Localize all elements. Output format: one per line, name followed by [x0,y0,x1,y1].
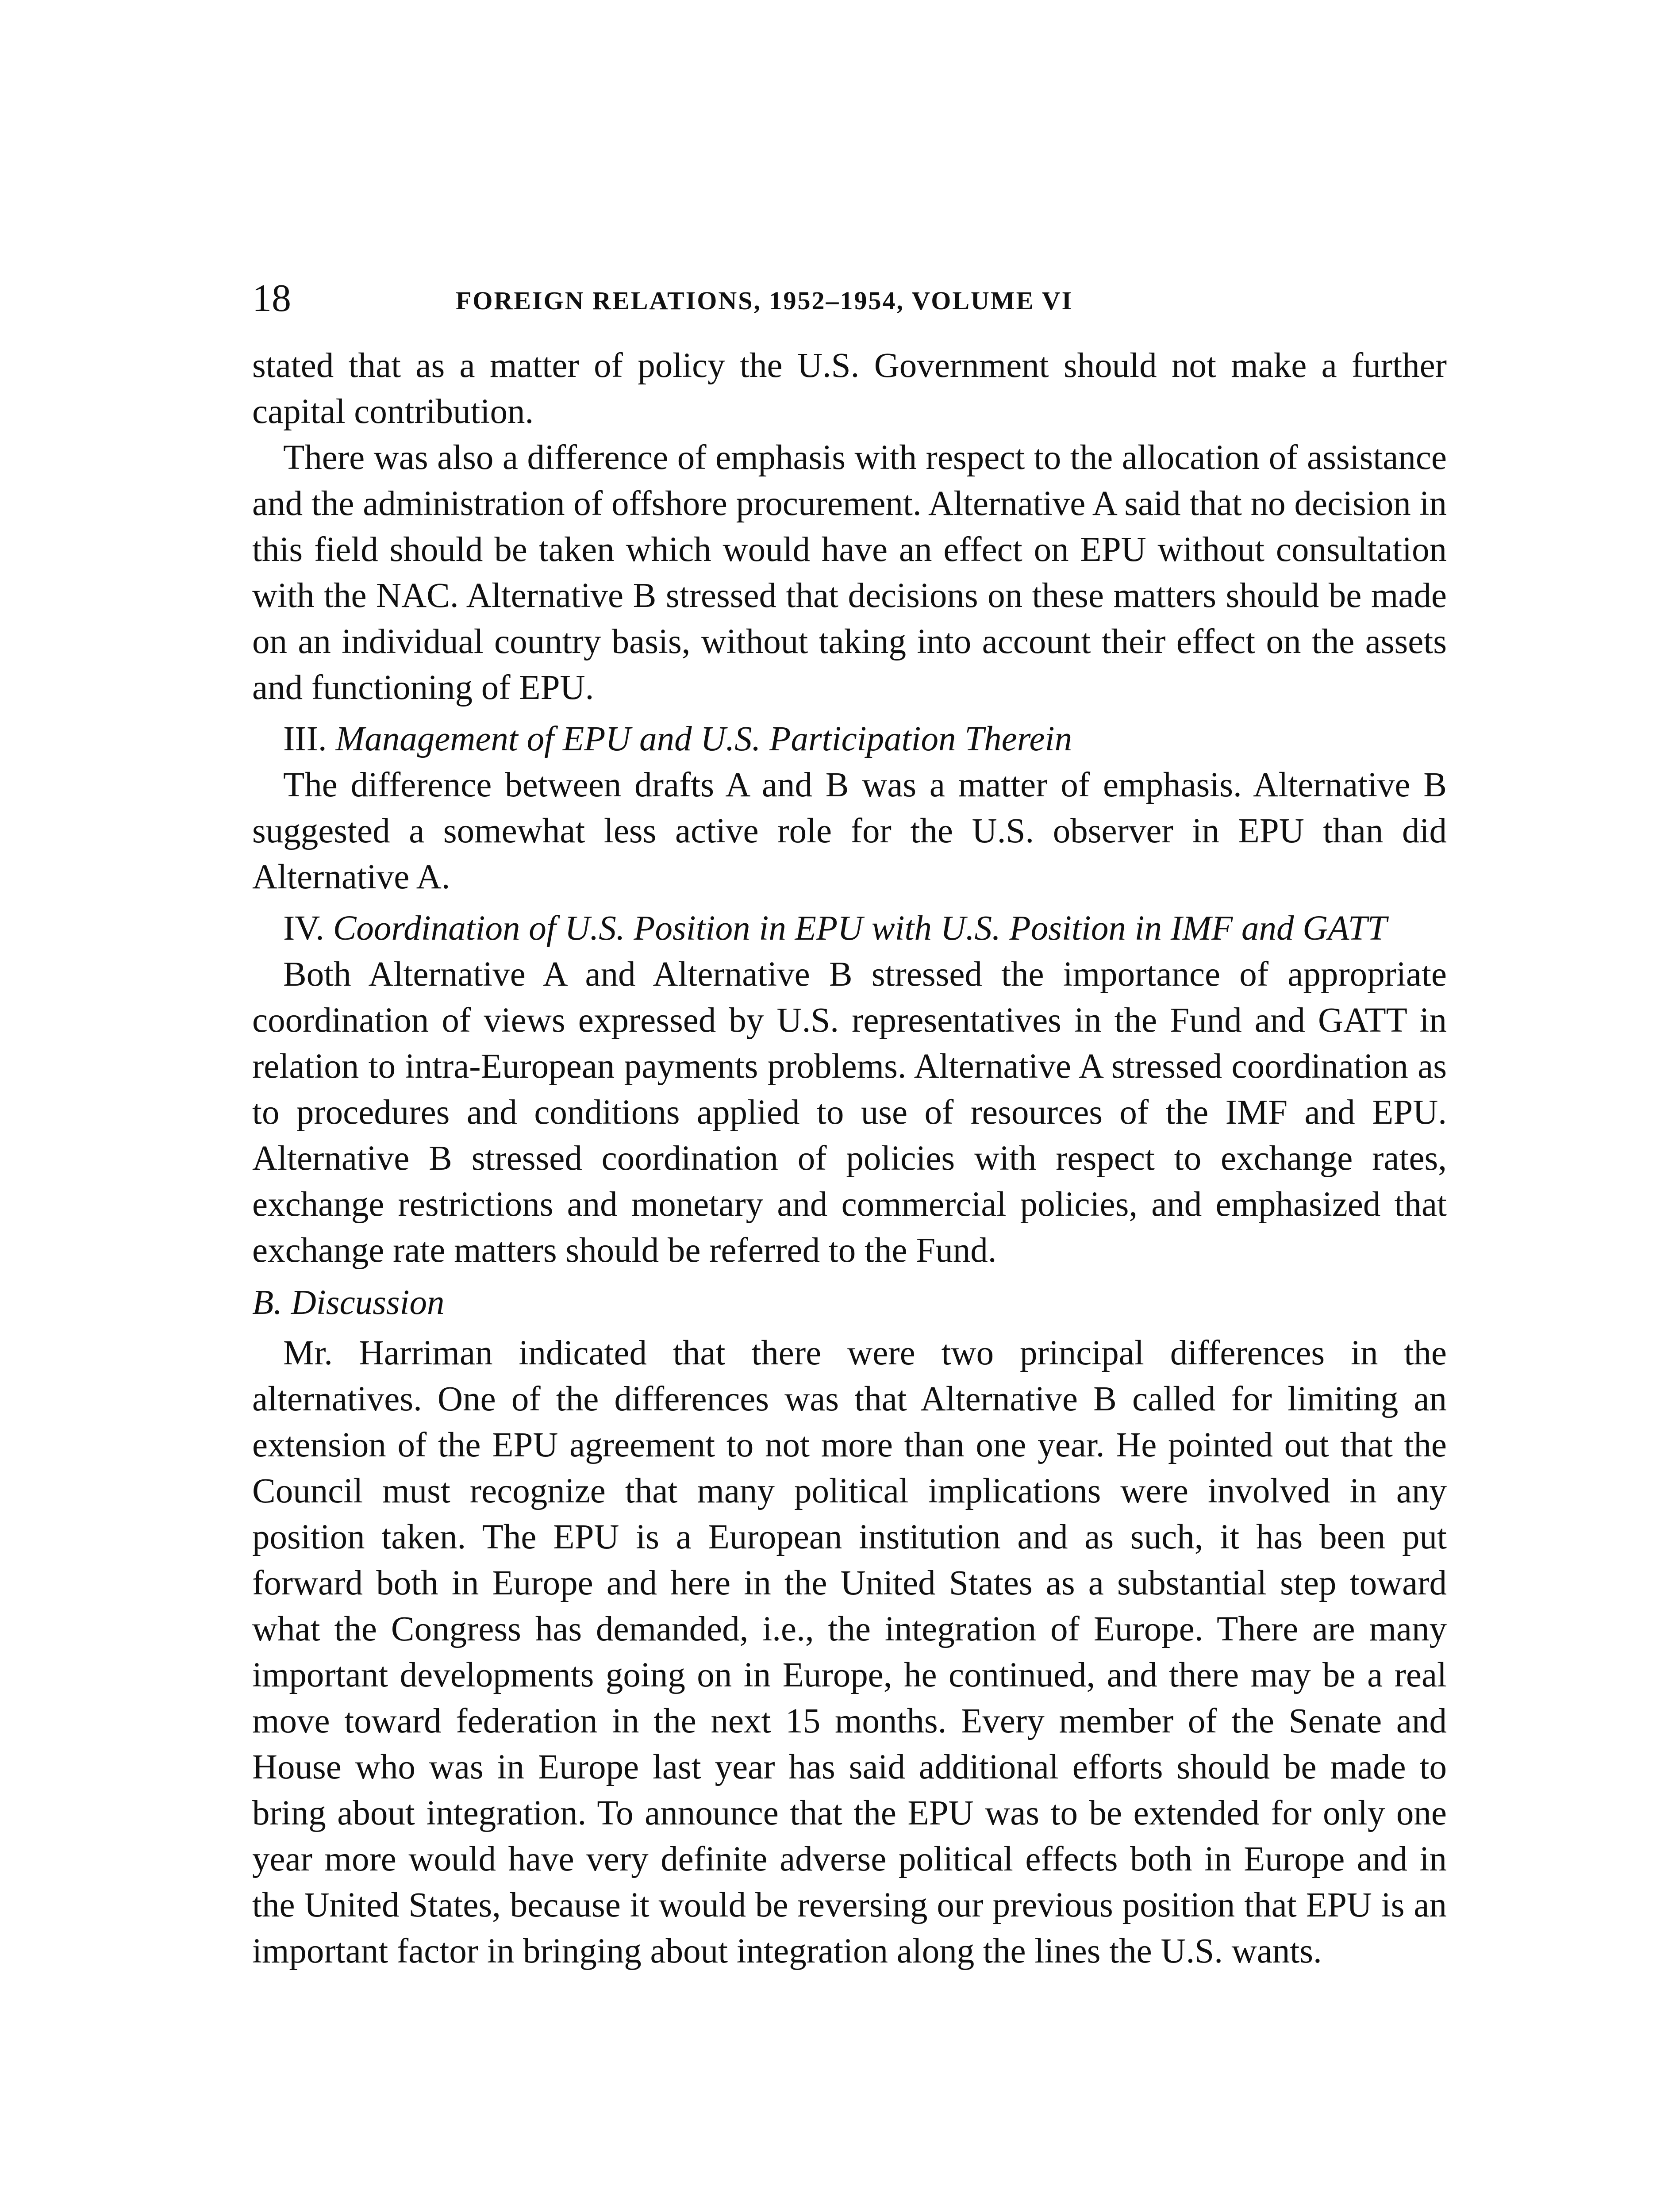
section-heading-iii [252,716,1447,762]
paragraph-management: The difference between drafts A and B was a matter of emphasis. Alternative B suggested a somewhat less active role for the U.S. observer in EPU than did Alternative A. [252,766,1447,896]
running-head: FOREIGN RELATIONS, 1952–1954, VOLUME VI [456,286,1073,315]
page-number: 18 [252,277,291,320]
section-heading-b: B. Discussion [252,1283,445,1322]
paragraph-coordination: Both Alternative A and Alternative B stressed the importance of appropriate coordination of views expressed by U.S. representatives in the Fund and GATT in relation to intra-European payments problems. Alternative A stressed coordination as to procedures and conditions applied to use of resources of the IMF and EPU. Alternative B stressed coordination of policies with respect to exchange rates, exchange restrictions and monetary and commercial policies, and emphasized that exchange rate matters should be referred to the Fund. [252,955,1447,1270]
section-title-iv: Coordination of U.S. Position in EPU with U.S. Position in IMF and GATT [333,909,1387,948]
section-heading-iv [252,906,1447,952]
paragraph-allocation: There was also a difference of emphasis with respect to the allocation of assistance and the administration of offshore procurement. Alternative A said that no decision in this field should be taken which would have an effect on EPU without consultation with the NAC. Alternative B stressed that decisions on these matters should be made on an individual country basis, without taking into account their effect on the assets and functioning of EPU. [252,438,1447,707]
page-header [252,274,1447,332]
document-page [252,274,1447,1974]
section-number-iii: III. [283,720,327,758]
section-title-iii: Management of EPU and U.S. Participation Therein [335,720,1072,758]
paragraph-discussion: Mr. Harriman indicated that there were two principal differences in the alternatives. One of the differences was that Alternative B called for limiting an extension of the EPU agreement to not more than one year. He pointed out that the Council must recognize that many political implications were involved in any position taken. The EPU is a European institution and as such, it has been put forward both in Europe and here in the United States as a substantial step toward what the Congress has demanded, i.e., the integration of Europe. There are many important developments going on in Europe, he continued, and there may be a real move toward federation in the next 15 months. Every member of the Senate and House who was in Europe last year has said additional efforts should be made to bring about integration. To announce that the EPU was to be extended for only one year more would have very definite adverse political effects both in Europe and in the United States, because it would be reversing our previous position that EPU is an important factor in bringing about integration along the lines the U.S. wants. [252,1334,1447,1970]
paragraph-continuation: stated that as a matter of policy the U.S. Government should not make a further capital contribution. [252,346,1447,431]
section-number-iv: IV. [283,909,324,948]
